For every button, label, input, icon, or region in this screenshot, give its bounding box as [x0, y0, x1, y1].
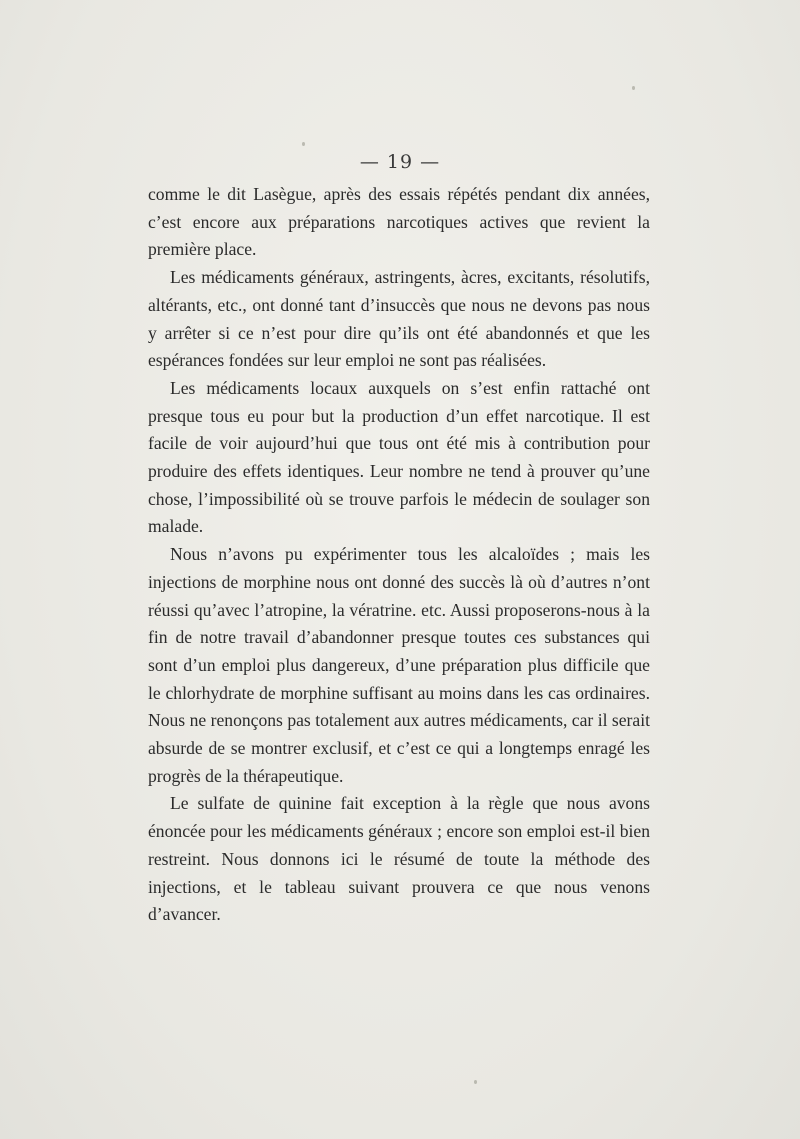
- paragraph-4: Nous n’avons pu expérimenter tous les alcaloïdes ; mais les injections de morphine nous ont donné des succès là où d’autres n’ont réussi qu’avec l’atropine, la vératrine. etc. Aussi proposerons-nous à la fin de notre travail d’abandonner presque toutes ces substances qui sont d’un emploi plus dangereux, d’une préparation plus difficile que le chlorhydrate de morphine suffisant au moins dans les cas ordinaires. Nous ne renonçons pas totalement aux autres médicaments, car il serait absurde de se montrer exclusif, et c’est ce qui a longtemps enragé les progrès de la thérapeutique.: [148, 544, 650, 786]
- paragraph-2: Les médicaments généraux, astringents, àcres, excitants, résolutifs, altérants, etc., ont donné tant d’insuccès que nous ne devons pas nous y arrêter si ce n’est pour dire qu’ils ont été abandonnés et que les espérances fondées sur leur emploi ne sont pas réalisées.: [148, 267, 650, 371]
- body-text: [148, 181, 650, 929]
- paragraph-3: Les médicaments locaux auxquels on s’est enfin rattaché ont presque tous eu pour but la production d’un effet narcotique. Il est facile de voir aujourd’hui que tous ont été mis à contribution pour produire des effets identiques. Leur nombre ne tend à prouver qu’une chose, l’impossibilité où se trouve parfois le médecin de soulager son malade.: [148, 377, 650, 537]
- paragraph-1: comme le dit Lasègue, après des essais répétés pendant dix années, c’est encore aux préparations narcotiques actives que revient la première place.: [148, 184, 650, 260]
- page-number: — 19 —: [359, 151, 441, 173]
- paper-speck: [302, 142, 305, 146]
- paragraph-5: Le sulfate de quinine fait exception à la règle que nous avons énoncée pour les médicaments généraux ; encore son emploi est-il bien restreint. Nous donnons ici le résumé de toute la méthode des injections, et le tableau suivant prouvera ce que nous venons d’avancer.: [148, 793, 650, 925]
- paper-speck: [474, 1080, 477, 1084]
- paper-speck: [632, 86, 635, 90]
